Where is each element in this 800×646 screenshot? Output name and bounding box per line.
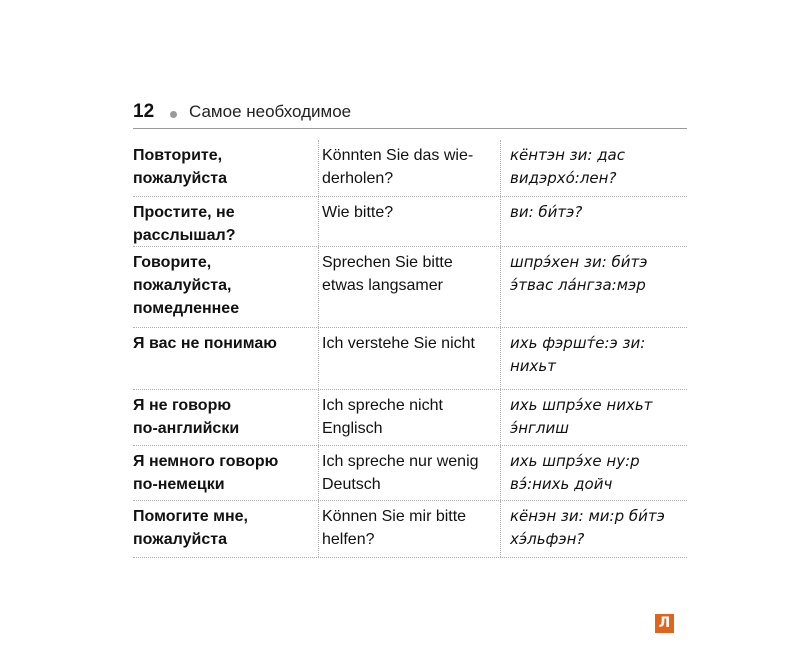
russian-phrase-line: расслышал?	[133, 227, 236, 244]
table-row	[133, 197, 687, 247]
transcription-line: ви: би́тэ?	[510, 203, 583, 221]
transcription	[501, 501, 687, 557]
transcription	[501, 140, 687, 196]
transcription	[501, 328, 687, 389]
transcription	[501, 446, 687, 500]
russian-phrase-line: Помогите мне,	[133, 508, 248, 525]
german-phrase	[318, 197, 501, 246]
transcription-line: э́нглиш	[510, 419, 569, 437]
russian-phrase	[133, 328, 318, 389]
table-row	[133, 446, 687, 501]
german-phrase-line: Ich verstehe Sie nicht	[322, 335, 475, 352]
german-phrase-line: Englisch	[322, 420, 383, 437]
russian-phrase-line: пожалуйста	[133, 531, 227, 548]
russian-phrase-line: Я не говорю	[133, 397, 232, 414]
logo-letter: Л	[658, 615, 671, 631]
table-row	[133, 328, 687, 390]
russian-phrase-line: пожалуйста,	[133, 277, 232, 294]
transcription-line: э́твас ла́нгза:мэр	[510, 276, 646, 294]
russian-phrase-line: Повторите,	[133, 147, 223, 164]
table-row	[133, 501, 687, 558]
publisher-logo-icon	[655, 614, 674, 633]
page-header	[133, 98, 687, 129]
transcription-line: кёнэн зи: ми:р би́тэ	[510, 507, 665, 525]
transcription-line: кёнтэн зи: дас	[510, 146, 625, 164]
german-phrase-line: derholen?	[322, 170, 394, 187]
transcription	[501, 390, 687, 445]
german-phrase-line: Sprechen Sie bitte	[322, 254, 453, 271]
russian-phrase-line: пожалуйста	[133, 170, 227, 187]
russian-phrase-line: Я вас не понимаю	[133, 335, 277, 352]
transcription-line: хэ́льфэн?	[510, 530, 585, 548]
german-phrase	[318, 140, 501, 196]
german-phrase	[318, 446, 501, 500]
transcription	[501, 197, 687, 246]
table-row	[133, 247, 687, 328]
russian-phrase-line: по-английски	[133, 420, 240, 437]
german-phrase-line: helfen?	[322, 531, 375, 548]
transcription-line: ихь шпрэ́хе ну:р	[510, 452, 640, 470]
transcription-line: видэрхо́:лен?	[510, 169, 617, 187]
russian-phrase	[133, 197, 318, 246]
table-row	[133, 140, 687, 197]
russian-phrase	[133, 446, 318, 500]
russian-phrase	[133, 140, 318, 196]
page-number: 12	[133, 101, 155, 122]
german-phrase-line: etwas langsamer	[322, 277, 443, 294]
transcription-line: шпрэ́хен зи: би́тэ	[510, 253, 648, 271]
phrase-table	[133, 140, 687, 558]
russian-phrase	[133, 390, 318, 445]
german-phrase	[318, 328, 501, 389]
transcription-line: ихь фэршт́е:э зи:	[510, 334, 646, 352]
german-phrase	[318, 247, 501, 327]
russian-phrase-line: помедленнее	[133, 300, 240, 317]
german-phrase-line: Ich spreche nur wenig	[322, 453, 479, 470]
russian-phrase-line: Говорите,	[133, 254, 212, 271]
table-row	[133, 390, 687, 446]
russian-phrase-line: по-немецки	[133, 476, 225, 493]
bullet-icon	[170, 111, 177, 118]
russian-phrase-line: Простите, не	[133, 204, 235, 221]
german-phrase-line: Könnten Sie das wie-	[322, 147, 474, 164]
german-phrase-line: Können Sie mir bitte	[322, 508, 467, 525]
german-phrase-line: Deutsch	[322, 476, 381, 493]
transcription-line: вэ́:нихь дойч	[510, 475, 613, 493]
transcription-line: нихьт	[510, 357, 557, 375]
russian-phrase	[133, 247, 318, 327]
transcription-line: ихь шпрэ́хе нихьт	[510, 396, 653, 414]
russian-phrase	[133, 501, 318, 557]
german-phrase-line: Ich spreche nicht	[322, 397, 443, 414]
transcription	[501, 247, 687, 327]
german-phrase	[318, 501, 501, 557]
german-phrase-line: Wie bitte?	[322, 204, 394, 221]
russian-phrase-line: Я немного говорю	[133, 453, 279, 470]
section-title: Самое необходимое	[189, 102, 352, 121]
german-phrase	[318, 390, 501, 445]
